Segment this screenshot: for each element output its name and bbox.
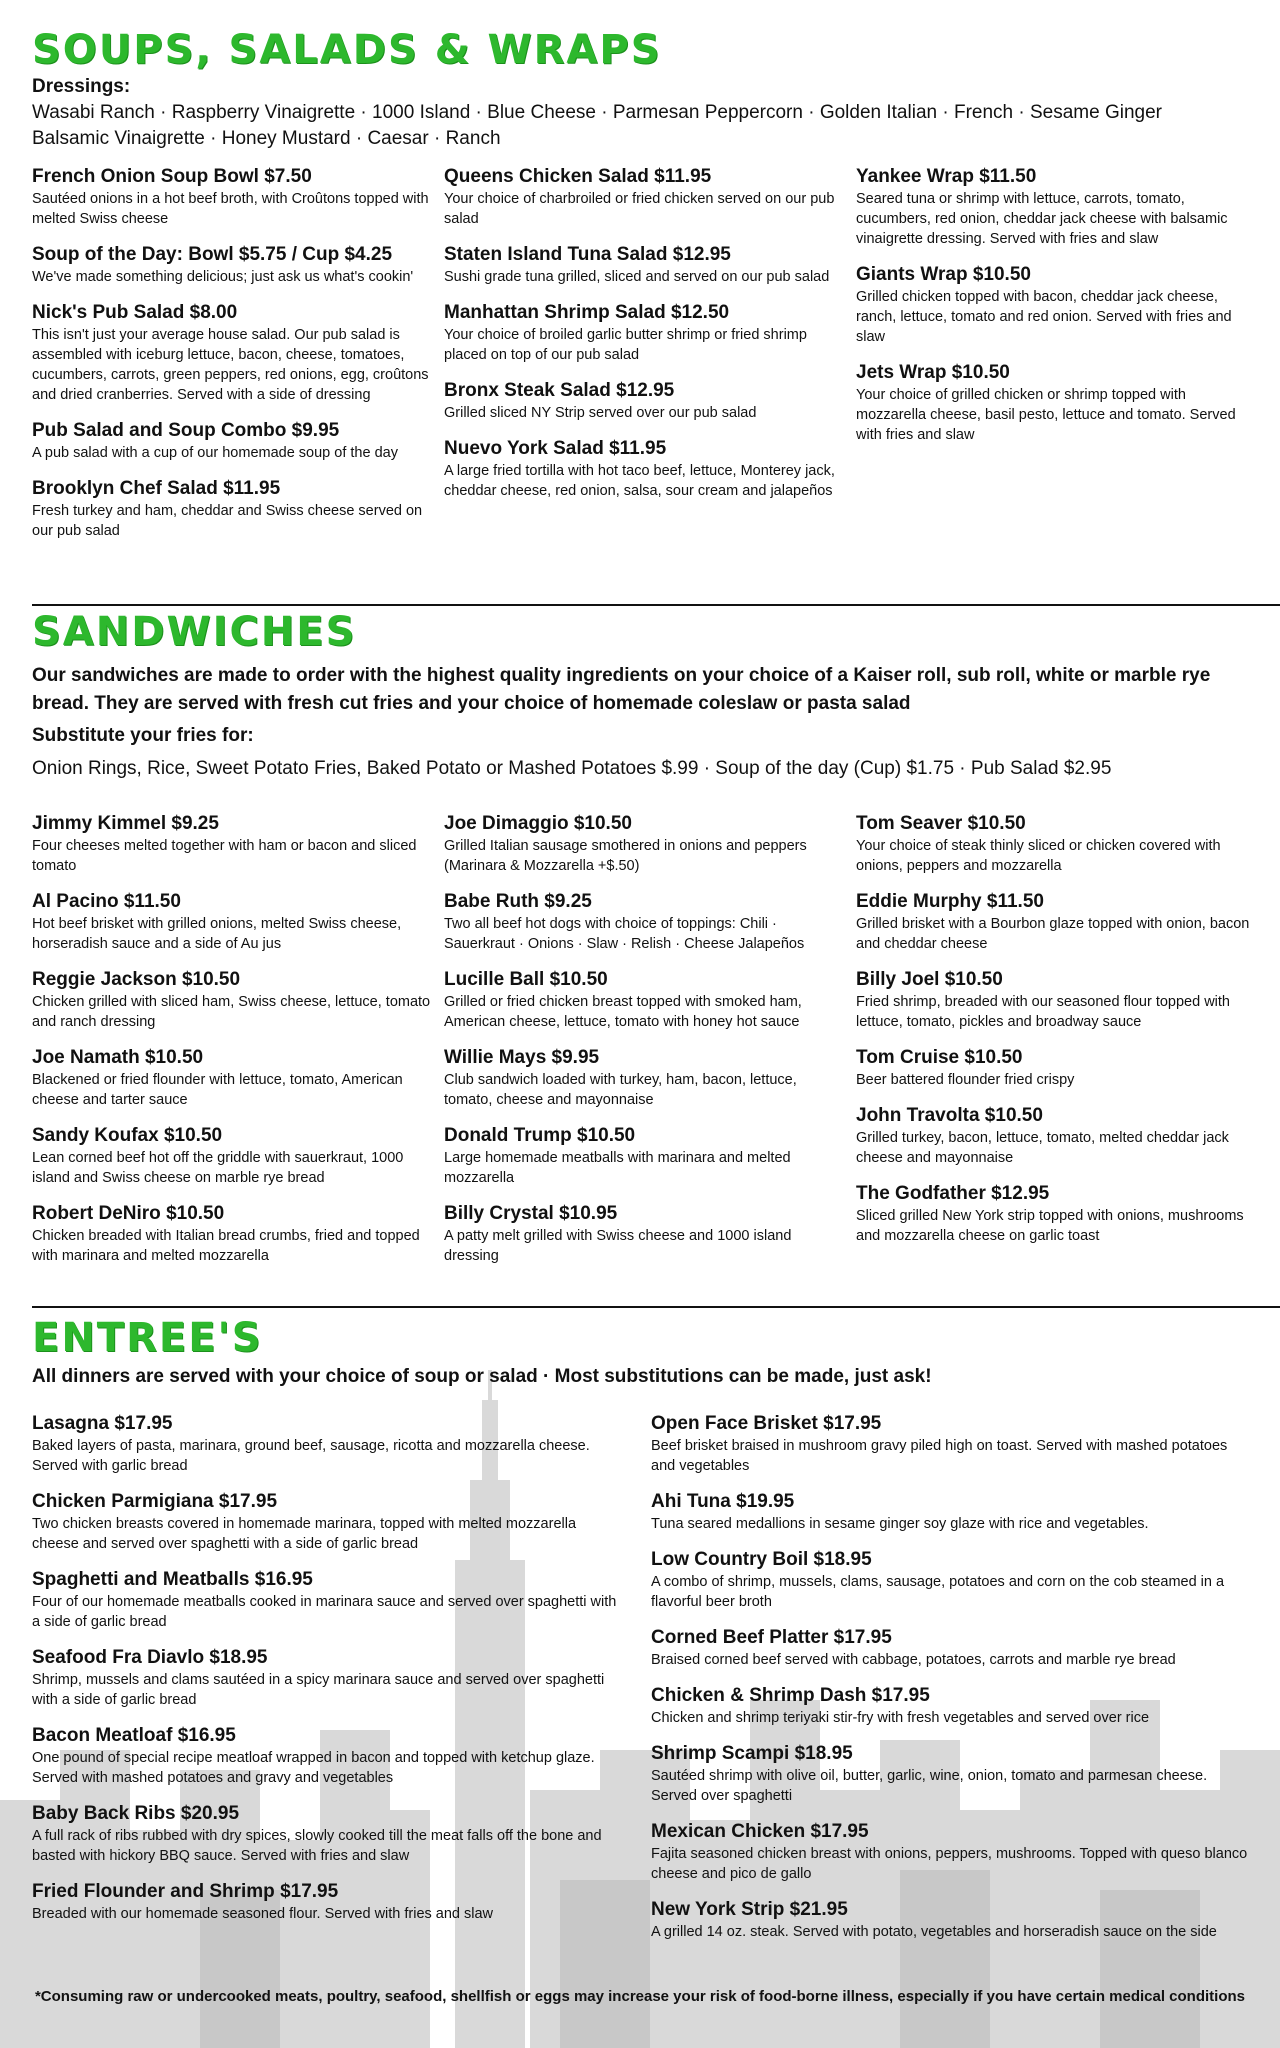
item-description: Grilled sliced NY Strip served over our pub salad [444, 405, 757, 421]
menu-item [444, 301, 844, 365]
menu-item [444, 812, 844, 876]
menu-item [651, 1548, 1251, 1612]
menu-item [651, 1412, 1251, 1476]
menu-item [444, 1202, 844, 1266]
item-description: Sushi grade tuna grilled, sliced and served on our pub salad [444, 269, 830, 285]
item-name: Staten Island Tuna Salad $12.95 [444, 244, 731, 265]
item-description: Hot beef brisket with grilled onions, melted Swiss cheese, horseradish sauce and a side of Au jus [32, 916, 402, 952]
item-name: Tom Seaver $10.50 [856, 813, 1026, 834]
item-description: Breaded with our homemade seasoned flour. Served with fries and slaw [32, 1906, 494, 1922]
menu-item [32, 1412, 622, 1476]
item-name: Eddie Murphy $11.50 [856, 891, 1044, 912]
item-description: Grilled or fried chicken breast topped with smoked ham, American cheese, lettuce, tomato with honey hot sauce [444, 994, 802, 1030]
soups-column-1 [32, 165, 432, 555]
item-description: Shrimp, mussels and clams sautéed in a spicy marinara sauce and served over spaghetti with a side of garlic bread [32, 1672, 605, 1708]
item-name: Robert DeNiro $10.50 [32, 1203, 225, 1224]
item-description: Lean corned beef hot off the griddle with sauerkraut, 1000 island and Swiss cheese on marble rye bread [32, 1150, 404, 1186]
item-name: Shrimp Scampi $18.95 [651, 1743, 853, 1764]
menu-item [444, 243, 844, 287]
item-name: Jets Wrap $10.50 [856, 362, 1010, 383]
item-description: A large fried tortilla with hot taco beef, lettuce, Monterey jack, cheddar cheese, red onion, salsa, sour cream and jalapeños [444, 463, 835, 499]
menu-item [32, 477, 432, 541]
menu-item [32, 890, 432, 954]
item-description: Chicken breaded with Italian bread crumbs, fried and topped with marinara and melted mozzarella [32, 1228, 420, 1264]
item-description: Four cheeses melted together with ham or bacon and sliced tomato [32, 838, 417, 874]
item-name: Baby Back Ribs $20.95 [32, 1803, 240, 1824]
menu-item [651, 1898, 1251, 1942]
item-description: Tuna seared medallions in sesame ginger soy glaze with rice and vegetables. [651, 1516, 1149, 1532]
item-name: Tom Cruise $10.50 [856, 1047, 1023, 1068]
item-name: Lasagna $17.95 [32, 1413, 173, 1434]
item-name: Bronx Steak Salad $12.95 [444, 380, 675, 401]
item-description: We've made something delicious; just ask us what's cookin' [32, 269, 414, 285]
item-description: Seared tuna or shrimp with lettuce, carrots, tomato, cucumbers, red onion, cheddar jack cheese with balsamic vinaigrette dressing. Served with fries and slaw [856, 191, 1228, 247]
menu-item [444, 968, 844, 1032]
item-name: Ahi Tuna $19.95 [651, 1491, 795, 1512]
item-description: Grilled chicken topped with bacon, cheddar jack cheese, ranch, lettuce, tomato and red onion. Served with fries and slaw [856, 289, 1232, 345]
menu-item [32, 1490, 622, 1554]
item-description: Sautéed onions in a hot beef broth, with Croûtons topped with melted Swiss cheese [32, 191, 429, 227]
item-name: Billy Joel $10.50 [856, 969, 1003, 990]
item-name: Donald Trump $10.50 [444, 1125, 636, 1146]
menu-item [651, 1820, 1251, 1884]
menu-item [444, 165, 844, 229]
substitute-label: Substitute your fries for: [32, 725, 254, 746]
item-name: Mexican Chicken $17.95 [651, 1821, 869, 1842]
item-name: John Travolta $10.50 [856, 1105, 1043, 1126]
item-name: Willie Mays $9.95 [444, 1047, 600, 1068]
item-name: Fried Flounder and Shrimp $17.95 [32, 1881, 339, 1902]
item-name: Seafood Fra Diavlo $18.95 [32, 1647, 268, 1668]
menu-item [856, 263, 1256, 347]
item-description: Grilled Italian sausage smothered in onions and peppers (Marinara & Mozzarella +$.50) [444, 838, 807, 874]
substitute-options: Onion Rings, Rice, Sweet Potato Fries, Baked Potato or Mashed Potatoes $.99 · Soup of the day (Cup) $1.75 · Pub Salad $2.95 [32, 758, 1112, 779]
menu-item [444, 1124, 844, 1188]
item-name: Queens Chicken Salad $11.95 [444, 166, 712, 187]
menu-item [32, 1646, 622, 1710]
item-name: Yankee Wrap $11.50 [856, 166, 1037, 187]
menu-item [651, 1684, 1251, 1728]
menu-item [444, 1046, 844, 1110]
item-description: Chicken grilled with sliced ham, Swiss cheese, lettuce, tomato and ranch dressing [32, 994, 431, 1030]
menu-item [444, 890, 844, 954]
item-description: Your choice of steak thinly sliced or chicken covered with onions, peppers and mozzarella [856, 838, 1221, 874]
item-description: Two chicken breasts covered in homemade marinara, topped with melted mozzarella cheese and served over spaghetti with a side of garlic bread [32, 1516, 577, 1552]
menu-item [32, 1724, 622, 1788]
section-title-soups: SOUPS, SALADS & WRAPS [32, 27, 662, 73]
item-name: Joe Dimaggio $10.50 [444, 813, 632, 834]
item-name: The Godfather $12.95 [856, 1183, 1050, 1204]
menu-item [32, 1124, 432, 1188]
item-name: Sandy Koufax $10.50 [32, 1125, 223, 1146]
item-name: Billy Crystal $10.95 [444, 1203, 618, 1224]
item-description: Sautéed shrimp with olive oil, butter, garlic, wine, onion, tomato and parmesan cheese. Served over spaghetti [651, 1768, 1208, 1804]
menu-item [444, 379, 844, 423]
item-description: Your choice of grilled chicken or shrimp topped with mozzarella cheese, basil pesto, lettuce and tomato. Served with fries and slaw [856, 387, 1236, 443]
sandwiches-column-1 [32, 812, 432, 1280]
item-name: Manhattan Shrimp Salad $12.50 [444, 302, 730, 323]
menu-item [32, 165, 432, 229]
item-description: Your choice of broiled garlic butter shrimp or fried shrimp placed on top of our pub salad [444, 327, 807, 363]
item-name: Al Pacino $11.50 [32, 891, 181, 912]
item-description: A patty melt grilled with Swiss cheese and 1000 island dressing [444, 1228, 792, 1264]
item-name: Jimmy Kimmel $9.25 [32, 813, 219, 834]
menu-item [856, 361, 1256, 445]
section-title-sandwiches: SANDWICHES [32, 609, 357, 655]
item-description: Baked layers of pasta, marinara, ground beef, sausage, ricotta and mozzarella cheese. Served with garlic bread [32, 1438, 590, 1474]
item-description: Fried shrimp, breaded with our seasoned flour topped with lettuce, tomato, pickles and broadway sauce [856, 994, 1230, 1030]
menu-item [856, 812, 1256, 876]
menu-item [856, 968, 1256, 1032]
entrees-intro: All dinners are served with your choice of soup or salad · Most substitutions can be made, just ask! [32, 1366, 932, 1387]
item-description: A grilled 14 oz. steak. Served with potato, vegetables and horseradish sauce on the side [651, 1924, 1217, 1940]
soups-column-2 [444, 165, 844, 515]
menu-item [32, 1880, 622, 1924]
item-description: Sliced grilled New York strip topped with onions, mushrooms and mozzarella cheese on garlic toast [856, 1208, 1244, 1244]
menu-item [856, 1046, 1256, 1090]
item-name: Nick's Pub Salad $8.00 [32, 302, 238, 323]
menu-item [444, 437, 844, 501]
item-description: Beer battered flounder fried crispy [856, 1072, 1075, 1088]
item-description: Grilled brisket with a Bourbon glaze topped with onion, bacon and cheddar cheese [856, 916, 1250, 952]
item-description: Four of our homemade meatballs cooked in marinara sauce and served over spaghetti with a side of garlic bread [32, 1594, 617, 1630]
item-description: One pound of special recipe meatloaf wrapped in bacon and topped with ketchup glaze. Served with mashed potatoes and gravy and vegetables [32, 1750, 595, 1786]
item-description: Fajita seasoned chicken breast with onions, peppers, mushrooms. Topped with queso blanco cheese and pico de gallo [651, 1846, 1248, 1882]
item-description: Two all beef hot dogs with choice of toppings: Chili · Sauerkraut · Onions · Slaw · Relish · Cheese Jalapeños [444, 916, 805, 952]
item-description: A pub salad with a cup of our homemade soup of the day [32, 445, 398, 461]
item-name: Spaghetti and Meatballs $16.95 [32, 1569, 313, 1590]
menu-item [651, 1490, 1251, 1534]
item-description: Beef brisket braised in mushroom gravy piled high on toast. Served with mashed potatoes and vegetables [651, 1438, 1228, 1474]
menu-item [651, 1742, 1251, 1806]
menu-item [651, 1626, 1251, 1670]
section-divider [32, 604, 1280, 606]
menu-item [856, 1104, 1256, 1168]
item-description: A combo of shrimp, mussels, clams, sausage, potatoes and corn on the cob steamed in a flavorful beer broth [651, 1574, 1225, 1610]
dressings-label: Dressings: [32, 76, 131, 97]
item-name: Low Country Boil $18.95 [651, 1549, 872, 1570]
item-description: Your choice of charbroiled or fried chicken served on our pub salad [444, 191, 835, 227]
item-name: Corned Beef Platter $17.95 [651, 1627, 892, 1648]
item-name: Chicken Parmigiana $17.95 [32, 1491, 278, 1512]
item-description: Blackened or fried flounder with lettuce, tomato, American cheese and tarter sauce [32, 1072, 403, 1108]
item-name: Brooklyn Chef Salad $11.95 [32, 478, 281, 499]
item-description: A full rack of ribs rubbed with dry spices, slowly cooked till the meat falls off the bone and basted with hickory BBQ sauce. Served with fries and slaw [32, 1828, 602, 1864]
menu-item [32, 419, 432, 463]
sandwiches-column-3 [856, 812, 1256, 1260]
menu-item [856, 1182, 1256, 1246]
sandwiches-intro: Our sandwiches are made to order with the highest quality ingredients on your choice of a Kaiser roll, sub roll, white or marble rye bread. They are served with fresh cut fries and your choice of homemade coleslaw or pasta salad [32, 665, 1211, 714]
menu-item [32, 1202, 432, 1266]
item-name: Babe Ruth $9.25 [444, 891, 592, 912]
item-description: Braised corned beef served with cabbage, potatoes, carrots and marble rye bread [651, 1652, 1176, 1668]
menu-item [32, 243, 432, 287]
item-name: Open Face Brisket $17.95 [651, 1413, 882, 1434]
item-name: Soup of the Day: Bowl $5.75 / Cup $4.25 [32, 244, 393, 265]
item-description: Grilled turkey, bacon, lettuce, tomato, melted cheddar jack cheese and mayonnaise [856, 1130, 1229, 1166]
item-name: Joe Namath $10.50 [32, 1047, 204, 1068]
soups-column-3 [856, 165, 1256, 459]
item-name: Pub Salad and Soup Combo $9.95 [32, 420, 340, 441]
item-name: French Onion Soup Bowl $7.50 [32, 166, 312, 187]
item-name: Chicken & Shrimp Dash $17.95 [651, 1685, 930, 1706]
menu-item [32, 1046, 432, 1110]
menu-item [32, 812, 432, 876]
menu-item [32, 1568, 622, 1632]
health-disclaimer: *Consuming raw or undercooked meats, poultry, seafood, shellfish or eggs may increase your risk of food-borne illness, especially if you have certain medical conditions [34, 1988, 1246, 2005]
item-name: Bacon Meatloaf $16.95 [32, 1725, 236, 1746]
item-description: Fresh turkey and ham, cheddar and Swiss cheese served on our pub salad [32, 503, 423, 539]
item-name: Reggie Jackson $10.50 [32, 969, 241, 990]
item-description: Large homemade meatballs with marinara and melted mozzarella [444, 1150, 791, 1186]
item-description: Chicken and shrimp teriyaki stir-fry with fresh vegetables and served over rice [651, 1710, 1150, 1726]
menu-item [856, 890, 1256, 954]
item-name: Lucille Ball $10.50 [444, 969, 608, 990]
section-divider [32, 1306, 1280, 1308]
dressings-list: Wasabi Ranch · Raspberry Vinaigrette · 1000 Island · Blue Cheese · Parmesan Peppercorn · Golden Italian · French · Sesame Ginger Balsamic Vinaigrette · Honey Mustard · Caesar · Ranch [32, 102, 1162, 149]
menu-item [32, 1802, 622, 1866]
item-name: New York Strip $21.95 [651, 1899, 848, 1920]
section-title-entrees: ENTREE'S [32, 1315, 263, 1361]
menu-item [856, 165, 1256, 249]
item-name: Giants Wrap $10.50 [856, 264, 1031, 285]
menu-item [32, 301, 432, 405]
sandwiches-column-2 [444, 812, 844, 1280]
item-description: Club sandwich loaded with turkey, ham, bacon, lettuce, tomato, cheese and mayonnaise [444, 1072, 797, 1108]
entrees-column-2 [651, 1412, 1251, 1956]
menu-item [32, 968, 432, 1032]
item-description: This isn't just your average house salad. Our pub salad is assembled with iceburg lettuce, bacon, cheese, tomatoes, cucumbers, carrots, green peppers, red onions, egg, croûtons and dried cranberries. Served with a side of dressing [32, 327, 429, 403]
item-name: Nuevo York Salad $11.95 [444, 438, 667, 459]
entrees-column-1 [32, 1412, 622, 1938]
